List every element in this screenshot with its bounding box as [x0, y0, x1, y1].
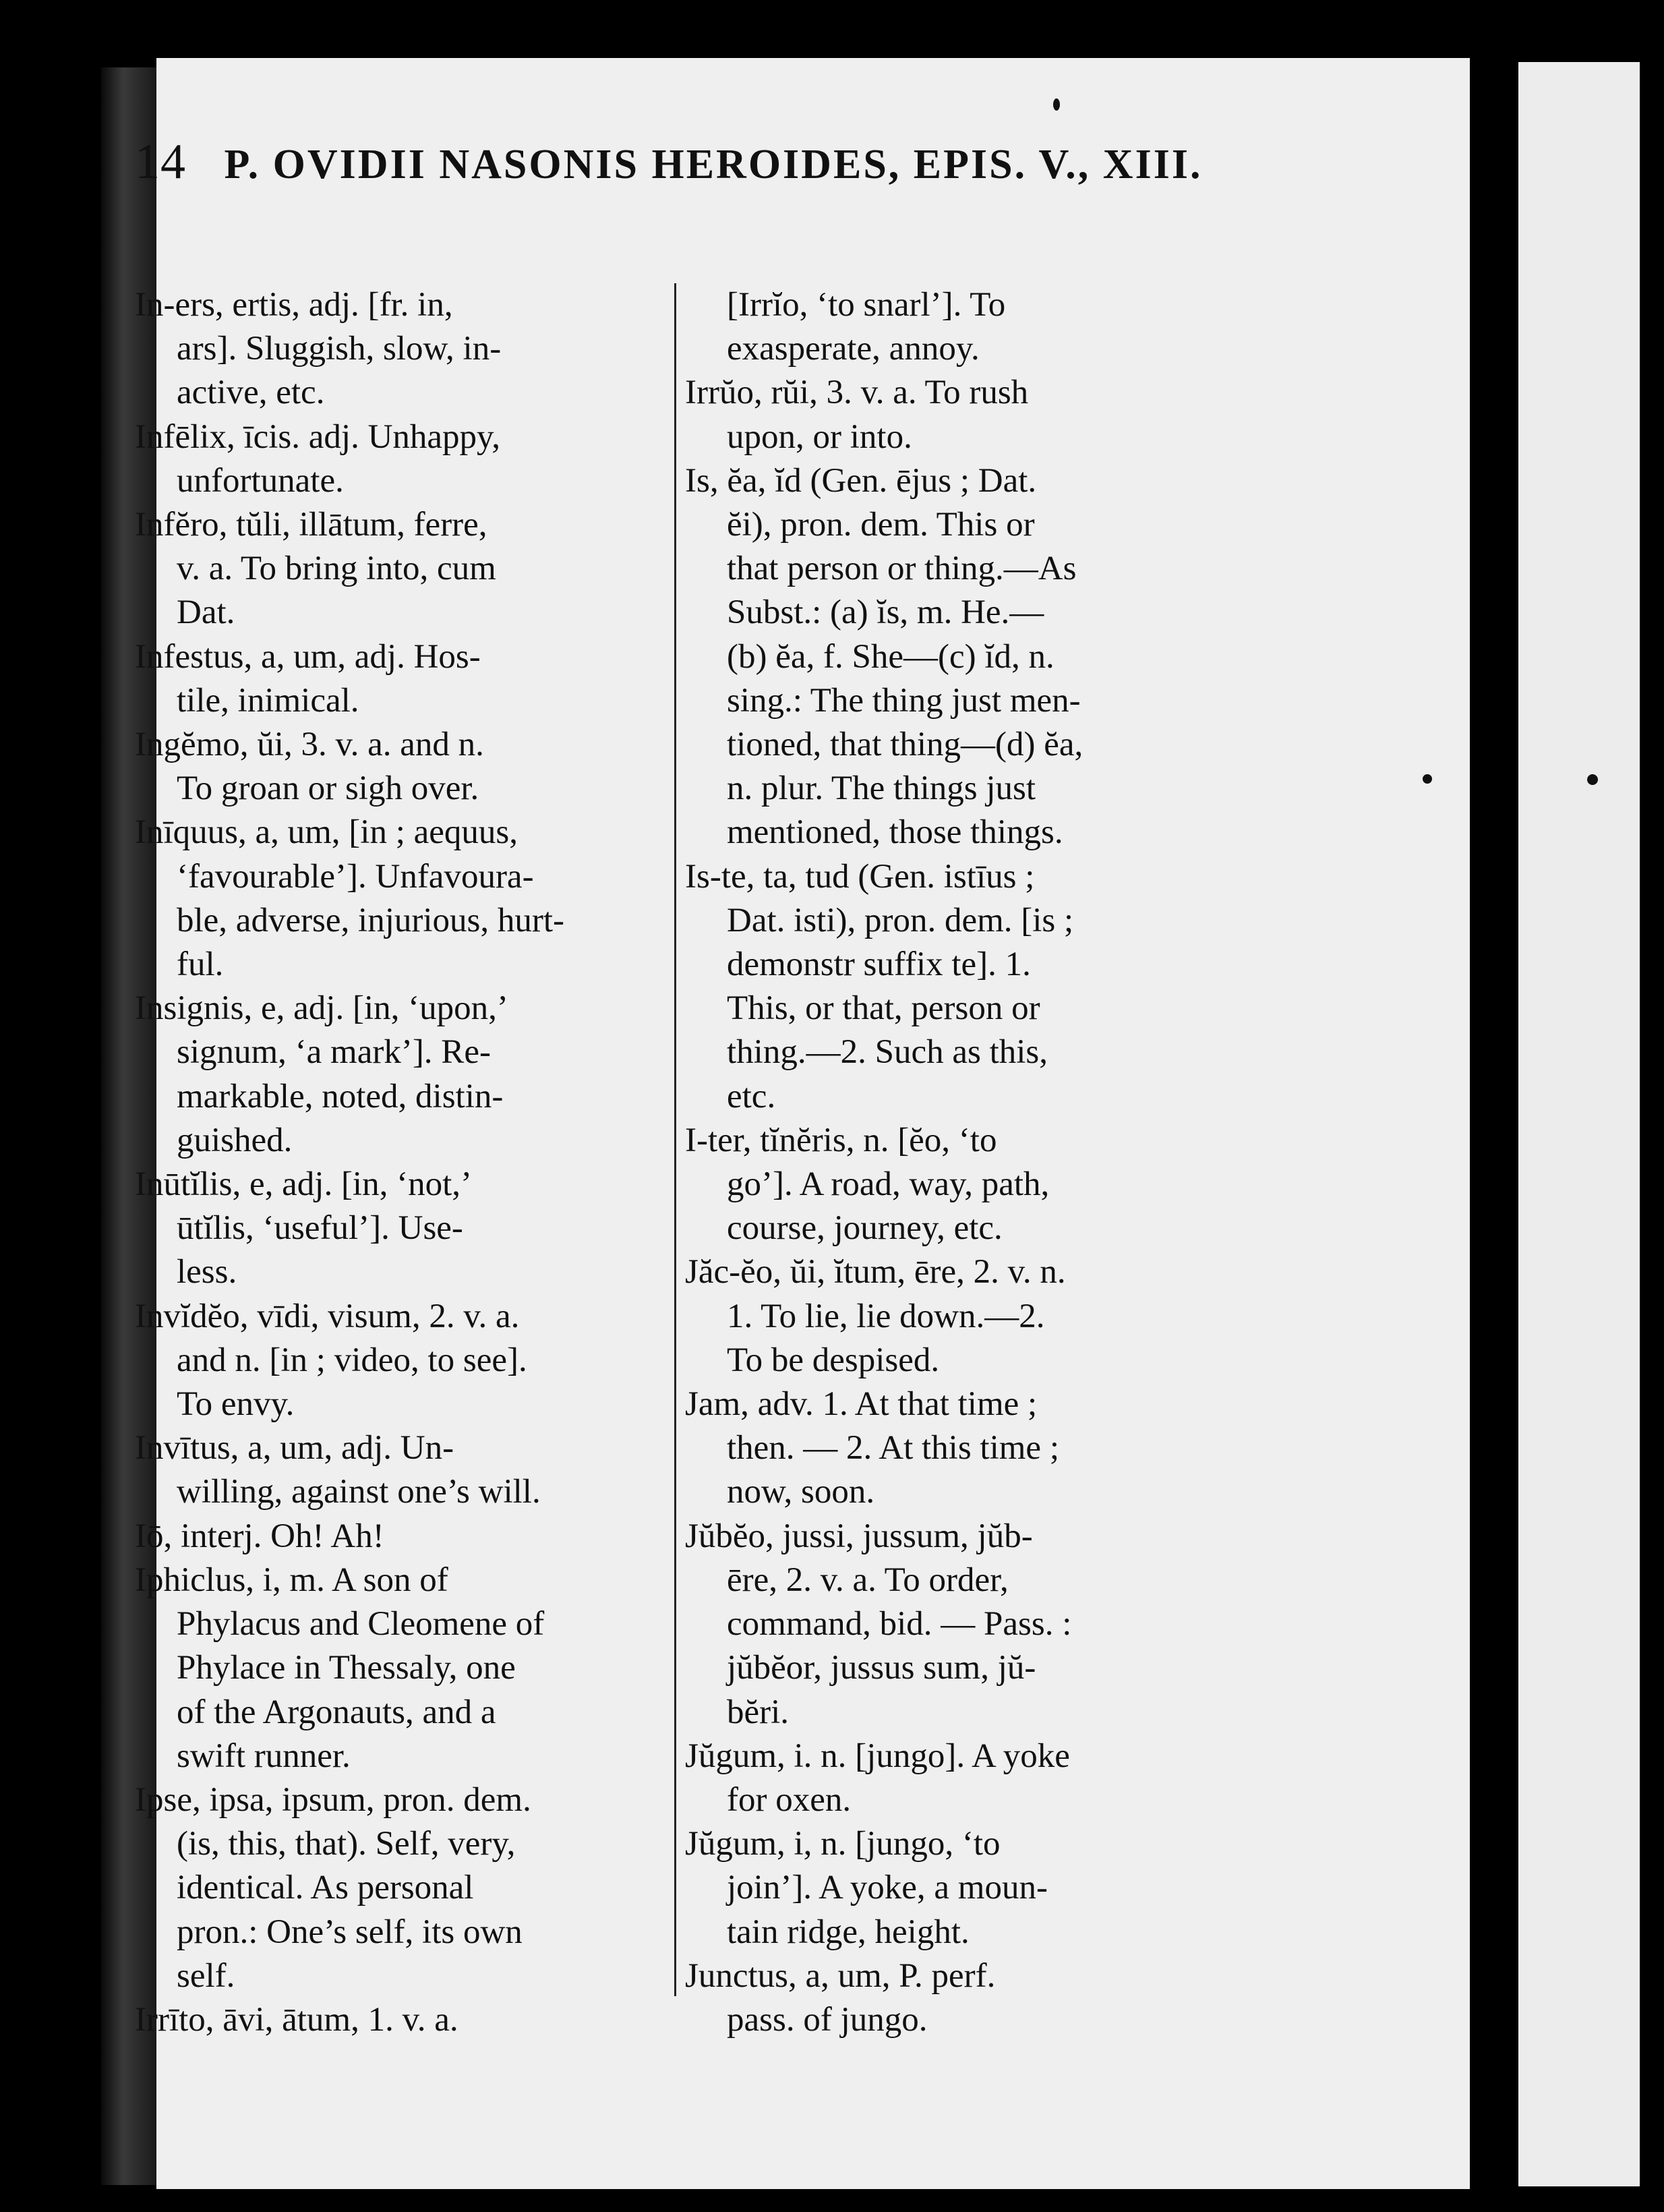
column-divider [674, 283, 676, 1996]
entry-continuation-line: signum, ‘a mark’]. Re- [177, 1033, 491, 1072]
entry-continuation-line: thing.—2. Such as this, [727, 1033, 1048, 1072]
entry-continuation-line: ble, adverse, injurious, hurt- [177, 901, 565, 939]
entry-continuation-line: Phylace in Thessaly, one [177, 1649, 516, 1687]
entry-headword-line: Inīquus, a, um, [in ; aequus, [135, 813, 518, 852]
entry-continuation-line: To groan or sigh over. [177, 769, 479, 808]
entry-continuation-line: Phylacus and Cleomene of [177, 1605, 545, 1643]
entry-continuation-line: ars]. Sluggish, slow, in- [177, 330, 502, 368]
entry-headword-line: Infēlix, īcis. adj. Unhappy, [135, 417, 500, 456]
entry-continuation-line: unfortunate. [177, 461, 344, 500]
entry-continuation-line: tile, inimical. [177, 681, 359, 720]
entry-continuation-line: course, journey, etc. [727, 1209, 1003, 1248]
entry-continuation-line: 1. To lie, lie down.—2. [727, 1297, 1045, 1335]
entry-headword-line: Insignis, e, adj. [in, ‘upon,’ [135, 989, 508, 1028]
entry-continuation-line: now, soon. [727, 1473, 875, 1511]
entry-continuation-line: sing.: The thing just men- [727, 681, 1081, 720]
entry-headword-line: Jŭbĕo, jussi, jussum, jŭb- [685, 1517, 1033, 1555]
entry-continuation-line: markable, noted, distin- [177, 1077, 504, 1115]
entry-continuation-line: for oxen. [727, 1780, 852, 1819]
entry-headword-line: Invītus, a, um, adj. Un- [135, 1429, 454, 1467]
entry-continuation-line: guished. [177, 1121, 293, 1159]
print-speck [1587, 774, 1598, 785]
entry-continuation-line: [Irrĭo, ‘to snarl’]. To [727, 286, 1006, 324]
entry-headword-line: Iō, interj. Oh! Ah! [135, 1517, 384, 1555]
entry-continuation-line: bĕri. [727, 1693, 790, 1731]
entry-continuation-line: willing, against one’s will. [177, 1473, 541, 1511]
entry-continuation-line: ĕi), pron. dem. This or [727, 506, 1035, 544]
entry-headword-line: Jŭgum, i, n. [jungo, ‘to [685, 1825, 1001, 1863]
entry-continuation-line: command, bid. — Pass. : [727, 1605, 1072, 1643]
entry-continuation-line: tioned, that thing—(d) ĕa, [727, 726, 1083, 764]
entry-headword-line: Inūtĭlis, e, adj. [in, ‘not,’ [135, 1165, 472, 1204]
running-title: P. OVIDII NASONIS HEROIDES, EPIS. V., XIII. [224, 142, 1203, 187]
entry-headword-line: Jăc-ĕo, ŭi, ĭtum, ēre, 2. v. n. [685, 1253, 1066, 1291]
entry-continuation-line: To be despised. [727, 1341, 940, 1379]
entry-headword-line: Irrŭo, rŭi, 3. v. a. To rush [685, 374, 1029, 412]
entry-continuation-line: active, etc. [177, 374, 325, 412]
entry-headword-line: Iphiclus, i, m. A son of [135, 1561, 448, 1599]
entry-continuation-line: go’]. A road, way, path, [727, 1165, 1050, 1204]
entry-headword-line: I-ter, tĭnĕris, n. [ĕo, ‘to [685, 1121, 997, 1159]
entry-headword-line: Jŭgum, i. n. [jungo]. A yoke [685, 1737, 1070, 1775]
facing-page-edge [1518, 62, 1640, 2186]
entry-continuation-line: (b) ĕa, f. She—(c) ĭd, n. [727, 637, 1054, 676]
entry-continuation-line: pass. of jungo. [727, 2000, 928, 2039]
left-column [135, 283, 661, 2042]
entry-continuation-line: v. a. To bring into, cum [177, 550, 496, 588]
entry-headword-line: Is, ĕa, ĭd (Gen. ējus ; Dat. [685, 461, 1037, 500]
entry-headword-line: Irrīto, āvi, ātum, 1. v. a. [135, 2000, 458, 2039]
entry-headword-line: Invĭdĕo, vīdi, visum, 2. v. a. [135, 1297, 520, 1335]
entry-continuation-line: Dat. isti), pron. dem. [is ; [727, 901, 1074, 939]
entry-continuation-line: that person or thing.—As [727, 550, 1077, 588]
entry-continuation-line: swift runner. [177, 1737, 351, 1775]
entry-continuation-line: This, or that, person or [727, 989, 1040, 1028]
entry-continuation-line: To envy. [177, 1385, 295, 1424]
entry-headword-line: Jam, adv. 1. At that time ; [685, 1385, 1038, 1424]
entry-headword-line: Infestus, a, um, adj. Hos- [135, 637, 481, 676]
right-column [685, 283, 1211, 2042]
print-speck [1053, 98, 1060, 111]
entry-continuation-line: join’]. A yoke, a moun- [727, 1869, 1048, 1907]
entry-headword-line: Ingĕmo, ŭi, 3. v. a. and n. [135, 726, 484, 764]
entry-headword-line: Is-te, ta, tud (Gen. istīus ; [685, 857, 1035, 896]
entry-continuation-line: ūtĭlis, ‘useful’]. Use- [177, 1209, 463, 1248]
entry-headword-line: Junctus, a, um, P. perf. [685, 1956, 996, 1995]
entry-continuation-line: Subst.: (a) ĭs, m. He.— [727, 593, 1044, 632]
page-number: 14 [135, 134, 186, 190]
entry-continuation-line: ful. [177, 945, 224, 984]
entry-continuation-line: and n. [in ; video, to see]. [177, 1341, 527, 1379]
entry-continuation-line: n. plur. The things just [727, 769, 1036, 808]
entry-continuation-line: ēre, 2. v. a. To order, [727, 1561, 1009, 1599]
entry-continuation-line: demonstr suffix te]. 1. [727, 945, 1031, 984]
entry-headword-line: Ipse, ipsa, ipsum, pron. dem. [135, 1780, 531, 1819]
entry-continuation-line: mentioned, those things. [727, 813, 1063, 852]
entry-continuation-line: upon, or into. [727, 417, 912, 456]
entry-continuation-line: of the Argonauts, and a [177, 1693, 496, 1731]
entry-continuation-line: Dat. [177, 593, 235, 632]
page-header [135, 134, 1281, 214]
entry-continuation-line: pron.: One’s self, its own [177, 1913, 523, 1951]
entry-continuation-line: tain ridge, height. [727, 1913, 970, 1951]
entry-headword-line: In-ers, ertis, adj. [fr. in, [135, 286, 453, 324]
entry-continuation-line: etc. [727, 1077, 776, 1115]
entry-continuation-line: (is, this, that). Self, very, [177, 1825, 516, 1863]
entry-continuation-line: jŭbĕor, jussus sum, jŭ- [727, 1649, 1036, 1687]
print-speck [1423, 774, 1432, 784]
entry-continuation-line: identical. As personal [177, 1869, 474, 1907]
entry-continuation-line: exasperate, annoy. [727, 330, 980, 368]
entry-continuation-line: self. [177, 1956, 235, 1995]
entry-continuation-line: then. — 2. At this time ; [727, 1429, 1059, 1467]
entry-continuation-line: less. [177, 1253, 237, 1291]
entry-headword-line: Infĕro, tŭli, illātum, ferre, [135, 506, 487, 544]
entry-continuation-line: ‘favourable’]. Unfavoura- [177, 857, 534, 896]
